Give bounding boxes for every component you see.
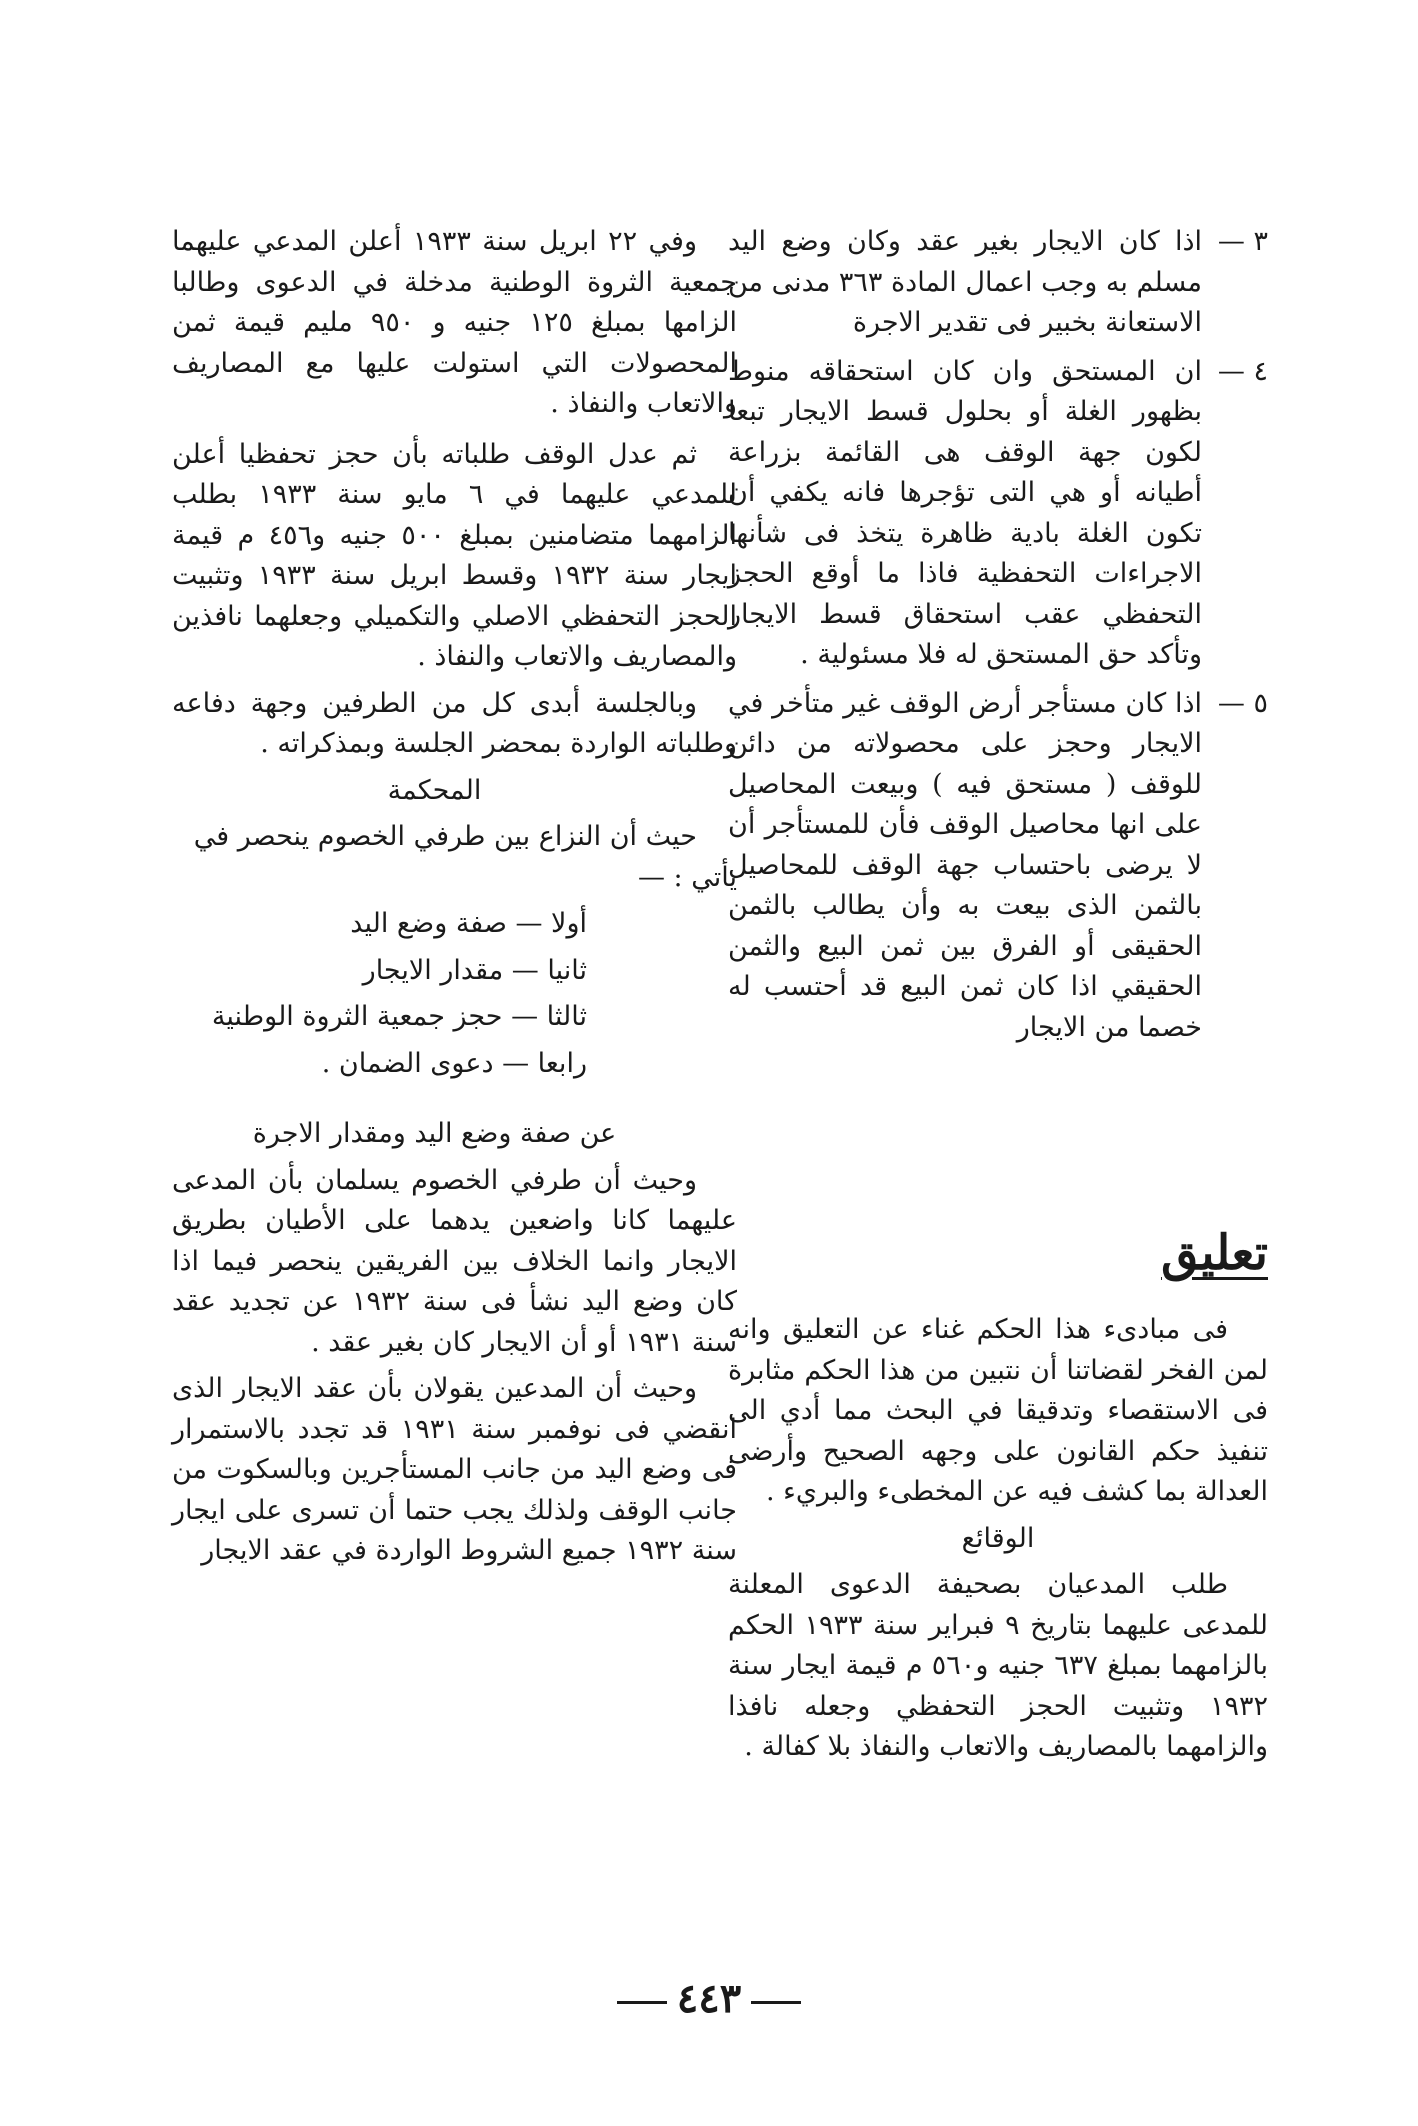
page-number bbox=[0, 1975, 1418, 2022]
item-number: ٣ — bbox=[1217, 226, 1268, 257]
dash-decoration bbox=[617, 2001, 667, 2004]
right-column bbox=[728, 222, 1268, 1056]
item-text: اذا كان الايجار بغير عقد وكان وضع اليد مسلم به وجب اعمال المادة ٣٦٣ مدنى من الاستعانة بخبير فى تقدير الاجرة bbox=[728, 226, 1202, 338]
facts-heading: الوقائع bbox=[961, 1522, 1035, 1554]
page-number-text: ٤٤٣ bbox=[676, 1975, 742, 2022]
item-number: ٥ — bbox=[1217, 687, 1268, 719]
left-column bbox=[172, 222, 737, 1578]
list-item: رابعا — دعوى الضمان . bbox=[321, 1047, 587, 1079]
principle-item-4 bbox=[728, 352, 1268, 676]
facts-paragraph: طلب المدعيان بصحيفة الدعوى المعلنة للمدعى عليهما بتاريخ ٩ فبراير سنة ١٩٣٣ الحكم بالزامهما بمبلغ ٦٣٧ جنيه و٥٦٠ م قيمة ايجار سنة ١٩٣٢ وتثبيت الحجز التحفظي وجعله نافذا والزامهما بالمصاريف والاتعاب والنفاذ بلا كفالة . bbox=[728, 1569, 1269, 1762]
paragraph bbox=[172, 817, 737, 898]
list-item: أولا — صفة وضع اليد bbox=[350, 908, 587, 939]
comment-intro: فى مبادىء هذا الحكم غناء عن التعليق وانه لمن الفخر لقضاتنا أن نتبين من هذا الحكم مثابرة فى الاستقصاء وتدقيقا في البحث مما أدي الى تنفيذ حكم القانون على وجهه الصحيح وأرضى العدالة بما كشف فيه عن المخطىء والبريء . bbox=[728, 1314, 1268, 1507]
comment-heading: تعليق bbox=[1161, 1225, 1268, 1281]
principle-item-5 bbox=[728, 684, 1268, 1049]
paragraph-line: حيث أن النزاع بين طرفي الخصوم ينحصر في bbox=[193, 821, 697, 852]
item-text: ان المستحق وان كان استحقاقه منوط بظهور الغلة أو بحلول قسط الايجار تبعا لكون جهة الوقف هى القائمة بزراعة أطيانه أو هي التى تؤجرها فانه يكفي أن تكون الغلة بادية ظاهرة يتخذ فى شأنها الاجراءات التحفظية فاذا ما أوقع الحجز التحفظي عقب استحقاق قسط الايجار وتأكد حق المستحق له فلا مسئولية . bbox=[728, 355, 1202, 670]
list-item: ثالثا — حجز جمعية الثروة الوطنية bbox=[211, 1001, 587, 1032]
comment-section bbox=[728, 1310, 1268, 1774]
paragraph: وحيث أن المدعين يقولان بأن عقد الايجار الذى انقضي فى نوفمبر سنة ١٩٣١ قد تجدد بالاستمرار فى وضع اليد من جانب المستأجرين وبالسكوت من جانب الوقف ولذلك يجب حتما أن تسرى على ايجار سنة ١٩٣٢ جميع الشروط الواردة في عقد الايجار bbox=[172, 1373, 737, 1566]
section-subheading: عن صفة وضع اليد ومقدار الاجرة bbox=[252, 1118, 617, 1149]
paragraph: وبالجلسة أبدى كل من الطرفين وجهة دفاعه وطلباته الواردة بمحضر الجلسة وبمذكراته . bbox=[172, 687, 737, 759]
paragraph: وحيث أن طرفي الخصوم يسلمان بأن المدعى عليهما كانا واضعين يدهما على الأطيان بطريق الايجار وانما الخلاف بين الفريقين ينحصر فيما اذا كان وضع اليد نشأ فى سنة ١٩٣٢ عن تجديد عقد سنة ١٩٣١ أو أن الايجار كان بغير عقد . bbox=[172, 1164, 738, 1358]
paragraph-line: يأتي : — bbox=[637, 861, 737, 893]
dash-decoration bbox=[751, 2001, 801, 2004]
item-text: اذا كان مستأجر أرض الوقف غير متأخر في الايجار وحجز على محصولاته من دائن للوقف ( مستحق فيه ) وبيعت المحاصيل على انها محاصيل الوقف فأن للمستأجر أن لا يرضى باحتساب جهة الوقف للمحاصيل بالثمن الذى بيعت به وأن يطالب بالثمن الحقيقى أو الفرق بين ثمن البيع والثمن الحقيقي اذا كان ثمن البيع قد أحتسب له خصما من الايجار bbox=[728, 687, 1202, 1043]
principle-item-3 bbox=[728, 222, 1268, 344]
paragraph: وفي ٢٢ ابريل سنة ١٩٣٣ أعلن المدعي عليهما جمعية الثروة الوطنية مدخلة في الدعوى وطالبا الزامها بمبلغ ١٢٥ جنيه و ٩٥٠ مليم قيمة ثمن المحصولات التي استولت عليها مع المصاريف والاتعاب والنفاذ . bbox=[172, 226, 737, 419]
list-item: ثانيا — مقدار الايجار bbox=[362, 954, 587, 986]
item-number: ٤ — bbox=[1217, 355, 1268, 387]
court-heading: المحكمة bbox=[387, 774, 482, 806]
paragraph: ثم عدل الوقف طلباته بأن حجز تحفظيا أعلن للمدعي عليهما في ٦ مايو سنة ١٩٣٣ بطلب الزامهما متضامنين بمبلغ ٥٠٠ جنيه و٤٥٦ م قيمة ايجار سنة ١٩٣٢ وقسط ابريل سنة ١٩٣٣ وتثبيت الحجز التحفظي الاصلي والتكميلي وجعلهما نافذين والمصاريف والاتعاب والنفاذ . bbox=[172, 438, 738, 672]
